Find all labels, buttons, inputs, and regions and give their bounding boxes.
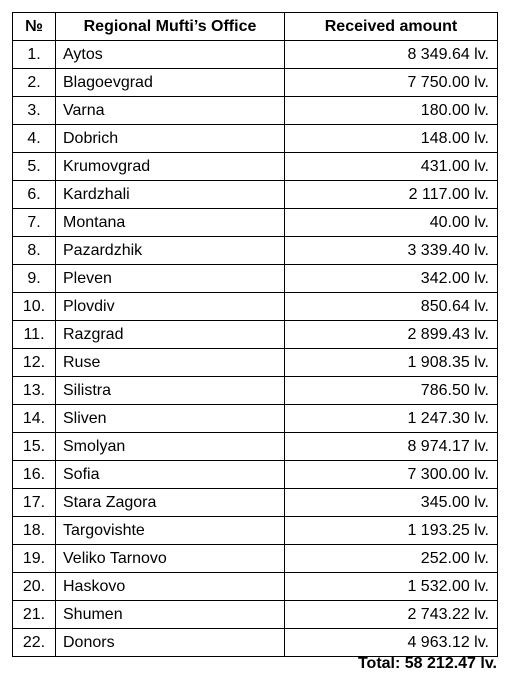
header-amount: Received amount xyxy=(285,13,498,41)
header-office: Regional Mufti’s Office xyxy=(56,13,285,41)
received-amount: 180.00 lv. xyxy=(285,97,498,125)
table-row xyxy=(13,517,498,545)
office-name: Shumen xyxy=(56,601,285,629)
received-amount: 8 349.64 lv. xyxy=(285,41,498,69)
table-row xyxy=(13,405,498,433)
received-amount: 342.00 lv. xyxy=(285,265,498,293)
table-row xyxy=(13,377,498,405)
table-row xyxy=(13,293,498,321)
received-amount: 2 743.22 lv. xyxy=(285,601,498,629)
table-row xyxy=(13,41,498,69)
table-row xyxy=(13,125,498,153)
row-number: 10. xyxy=(13,293,56,321)
table-row xyxy=(13,265,498,293)
office-name: Ruse xyxy=(56,349,285,377)
office-name: Silistra xyxy=(56,377,285,405)
table-row xyxy=(13,573,498,601)
office-name: Razgrad xyxy=(56,321,285,349)
received-amount: 8 974.17 lv. xyxy=(285,433,498,461)
table-row xyxy=(13,321,498,349)
received-amount: 4 963.12 lv. xyxy=(285,629,498,657)
received-amount: 1 247.30 lv. xyxy=(285,405,498,433)
received-amount: 40.00 lv. xyxy=(285,209,498,237)
total-amount: Total: 58 212.47 lv. xyxy=(357,655,497,672)
row-number: 15. xyxy=(13,433,56,461)
office-name: Veliko Tarnovo xyxy=(56,545,285,573)
row-number: 13. xyxy=(13,377,56,405)
office-name: Varna xyxy=(56,97,285,125)
received-amount: 431.00 lv. xyxy=(285,153,498,181)
received-amount: 850.64 lv. xyxy=(285,293,498,321)
table-row xyxy=(13,545,498,573)
office-name: Smolyan xyxy=(56,433,285,461)
row-number: 22. xyxy=(13,629,56,657)
table-header xyxy=(13,13,498,41)
office-name: Krumovgrad xyxy=(56,153,285,181)
received-amount: 2 117.00 lv. xyxy=(285,181,498,209)
received-amount: 148.00 lv. xyxy=(285,125,498,153)
table-row xyxy=(13,629,498,657)
row-number: 8. xyxy=(13,237,56,265)
office-name: Pazardzhik xyxy=(56,237,285,265)
row-number: 18. xyxy=(13,517,56,545)
office-name: Dobrich xyxy=(56,125,285,153)
table-row xyxy=(13,97,498,125)
received-amount: 1 532.00 lv. xyxy=(285,573,498,601)
row-number: 7. xyxy=(13,209,56,237)
row-number: 1. xyxy=(13,41,56,69)
row-number: 14. xyxy=(13,405,56,433)
donations-table-container xyxy=(12,12,497,657)
office-name: Haskovo xyxy=(56,573,285,601)
office-name: Plovdiv xyxy=(56,293,285,321)
row-number: 4. xyxy=(13,125,56,153)
row-number: 17. xyxy=(13,489,56,517)
table-row xyxy=(13,153,498,181)
table-row xyxy=(13,181,498,209)
office-name: Sliven xyxy=(56,405,285,433)
table-row xyxy=(13,237,498,265)
received-amount: 786.50 lv. xyxy=(285,377,498,405)
table-row xyxy=(13,461,498,489)
office-name: Pleven xyxy=(56,265,285,293)
received-amount: 1 908.35 lv. xyxy=(285,349,498,377)
office-name: Stara Zagora xyxy=(56,489,285,517)
table-row xyxy=(13,349,498,377)
received-amount: 7 750.00 lv. xyxy=(285,69,498,97)
received-amount: 2 899.43 lv. xyxy=(285,321,498,349)
header-number: № xyxy=(13,13,56,41)
office-name: Aytos xyxy=(56,41,285,69)
received-amount: 1 193.25 lv. xyxy=(285,517,498,545)
table-row xyxy=(13,69,498,97)
table-row xyxy=(13,601,498,629)
office-name: Blagoevgrad xyxy=(56,69,285,97)
row-number: 9. xyxy=(13,265,56,293)
received-amount: 7 300.00 lv. xyxy=(285,461,498,489)
office-name: Sofia xyxy=(56,461,285,489)
row-number: 5. xyxy=(13,153,56,181)
header-row xyxy=(13,13,498,41)
received-amount: 345.00 lv. xyxy=(285,489,498,517)
office-name: Donors xyxy=(56,629,285,657)
donations-table xyxy=(12,12,498,657)
row-number: 21. xyxy=(13,601,56,629)
row-number: 20. xyxy=(13,573,56,601)
table-body xyxy=(13,41,498,657)
office-name: Targovishte xyxy=(56,517,285,545)
row-number: 12. xyxy=(13,349,56,377)
table-row xyxy=(13,209,498,237)
table-row xyxy=(13,489,498,517)
row-number: 11. xyxy=(13,321,56,349)
office-name: Kardzhali xyxy=(56,181,285,209)
table-row xyxy=(13,433,498,461)
row-number: 2. xyxy=(13,69,56,97)
row-number: 6. xyxy=(13,181,56,209)
received-amount: 252.00 lv. xyxy=(285,545,498,573)
row-number: 3. xyxy=(13,97,56,125)
received-amount: 3 339.40 lv. xyxy=(285,237,498,265)
row-number: 16. xyxy=(13,461,56,489)
row-number: 19. xyxy=(13,545,56,573)
office-name: Montana xyxy=(56,209,285,237)
